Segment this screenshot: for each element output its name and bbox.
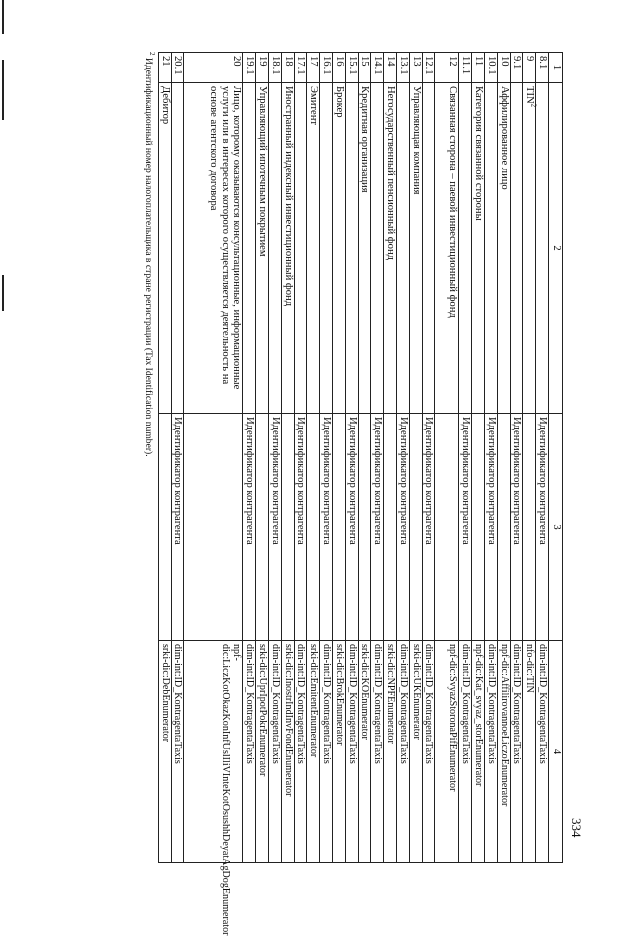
row-name-cell — [523, 83, 536, 414]
row-code-cell-text: srki-dic:InostrIndInvFondEnumerator — [282, 644, 294, 797]
table-row — [472, 53, 485, 863]
row-name-cell — [171, 83, 184, 414]
row-number-cell — [536, 53, 549, 83]
row-number-cell-text: 10.1 — [485, 56, 497, 75]
row-name-cell-text: Лицо, которому оказываются консультационные, информационные услуги или в интересах которого осуществляется деятельность на основе агентского договора — [207, 86, 243, 390]
row-identifier-cell — [485, 414, 498, 641]
row-identifier-cell-text: Идентификатор контрагента — [269, 417, 281, 545]
table-row — [397, 53, 410, 863]
row-code-cell-text: srki-dic:NPFEnumerator — [385, 644, 397, 744]
table-row — [422, 53, 435, 863]
row-number-cell — [459, 53, 472, 83]
row-code-cell — [384, 641, 397, 863]
row-number-cell-text: 18.1 — [269, 56, 281, 75]
table-row — [269, 53, 282, 863]
row-name-cell — [158, 83, 171, 414]
row-name-cell — [510, 83, 523, 414]
row-number-cell — [358, 53, 371, 83]
row-code-cell — [269, 641, 282, 863]
row-code-cell — [435, 641, 459, 863]
row-name-cell — [485, 83, 498, 414]
row-number-cell — [333, 53, 346, 83]
row-name-cell-text: Связанная сторона – паевой инвестиционный фонд — [447, 86, 459, 318]
row-code-cell — [243, 641, 256, 863]
row-code-cell-text: srki-dic:DebEnumerator — [159, 644, 171, 743]
row-number-cell-text: 19 — [257, 56, 269, 67]
row-identifier-cell-text: Идентификатор контрагента — [372, 417, 384, 545]
row-code-cell — [158, 641, 171, 863]
row-code-cell — [510, 641, 523, 863]
row-code-cell — [472, 641, 485, 863]
row-identifier-cell-text: Идентификатор контрагента — [172, 417, 184, 545]
row-identifier-cell-text: Идентификатор контрагента — [511, 417, 523, 545]
row-identifier-cell — [243, 414, 256, 641]
table-row — [435, 53, 459, 863]
row-name-cell-text: Иностранный индексный инвестиционный фонд — [282, 86, 294, 307]
row-number-cell-text: 16.1 — [321, 56, 333, 75]
row-code-cell — [307, 641, 320, 863]
row-number-cell — [307, 53, 320, 83]
row-identifier-cell-text: Идентификатор контрагента — [397, 417, 409, 545]
row-identifier-cell — [171, 414, 184, 641]
row-identifier-cell — [358, 414, 371, 641]
row-code-cell-text: srki-dic:BrokEnumerator — [333, 644, 345, 746]
row-number-cell-text: 13 — [410, 56, 422, 67]
table-row — [281, 53, 294, 863]
row-number-cell — [397, 53, 410, 83]
row-code-cell-text: srki-dic:EmitentEnumerator — [308, 644, 320, 758]
row-number-cell — [243, 53, 256, 83]
row-code-cell — [171, 641, 184, 863]
table-row — [497, 53, 510, 863]
row-number-cell-text: 16 — [333, 56, 345, 67]
table-row — [345, 53, 358, 863]
row-code-cell — [485, 641, 498, 863]
row-identifier-cell — [536, 414, 549, 641]
row-code-cell-text: dim-int:ID_KontragentaTaxis — [423, 644, 435, 764]
row-name-cell — [497, 83, 510, 414]
row-number-cell — [510, 53, 523, 83]
row-identifier-cell — [435, 414, 459, 641]
footnote — [143, 52, 157, 457]
row-code-cell — [497, 641, 510, 863]
row-name-cell-text: Кредитная организация — [359, 86, 371, 193]
row-identifier-cell — [384, 414, 397, 641]
row-code-cell — [422, 641, 435, 863]
row-code-cell-text: dim-int:ID_KontragentaTaxis — [485, 644, 497, 764]
row-identifier-cell — [422, 414, 435, 641]
row-name-cell — [281, 83, 294, 414]
row-code-cell — [459, 641, 472, 863]
row-identifier-cell — [397, 414, 410, 641]
row-name-cell — [345, 83, 358, 414]
table-row — [294, 53, 307, 863]
col-header-2: 2 — [549, 83, 563, 414]
row-number-cell-text: 15.1 — [346, 56, 358, 75]
row-number-cell-text: 10 — [498, 56, 510, 67]
row-name-cell-text: Эмитент — [308, 86, 320, 125]
row-code-cell — [256, 641, 269, 863]
table-row — [371, 53, 384, 863]
row-number-cell-text: 8.1 — [537, 56, 548, 70]
row-name-cell — [269, 83, 282, 414]
row-name-cell — [320, 83, 333, 414]
table-row — [307, 53, 320, 863]
table-row — [536, 53, 549, 863]
table-row — [320, 53, 333, 863]
row-identifier-cell — [472, 414, 485, 641]
row-code-cell-text: dim-int:ID_KontragentaTaxis — [172, 644, 184, 764]
row-number-cell — [256, 53, 269, 83]
row-identifier-cell — [269, 414, 282, 641]
row-number-cell-text: 18 — [282, 56, 294, 67]
row-name-cell-text: Категория связанной стороны — [473, 86, 485, 221]
row-name-cell — [422, 83, 435, 414]
row-identifier-cell — [294, 414, 307, 641]
table-row — [243, 53, 256, 863]
row-number-cell-text: 15 — [359, 56, 371, 67]
row-code-cell-text: dim-int:ID_KontragentaTaxis — [295, 644, 307, 764]
table-row — [158, 53, 171, 863]
row-identifier-cell-text: Идентификатор контрагента — [321, 417, 333, 545]
table-row — [485, 53, 498, 863]
row-name-cell-text: Управляющая компания — [410, 86, 422, 195]
data-table — [158, 52, 563, 936]
row-number-cell — [384, 53, 397, 83]
row-code-cell-text: dim-int:ID_KontragentaTaxis — [372, 644, 384, 764]
row-number-cell — [281, 53, 294, 83]
row-number-cell-text: 12.1 — [423, 56, 435, 75]
tin-footnote-mark: 2 — [529, 103, 538, 108]
row-number-cell-text: 14 — [385, 56, 397, 67]
row-name-cell — [294, 83, 307, 414]
row-identifier-cell — [256, 414, 269, 641]
row-number-cell — [171, 53, 184, 83]
row-identifier-cell — [158, 414, 171, 641]
row-code-cell — [371, 641, 384, 863]
row-code-cell-text: dim-int:ID_KontragentaTaxis — [321, 644, 333, 764]
row-code-cell-text: npf-dic:AffilirovannoeLiczoEnumerator — [498, 644, 510, 807]
row-code-cell — [358, 641, 371, 863]
row-name-cell — [333, 83, 346, 414]
footnote-mark: 2 — [148, 52, 157, 56]
row-identifier-cell — [184, 414, 243, 641]
row-identifier-cell — [523, 414, 536, 641]
row-code-cell — [536, 641, 549, 863]
row-number-cell — [472, 53, 485, 83]
row-name-cell — [536, 83, 549, 414]
row-identifier-cell — [371, 414, 384, 641]
row-number-cell — [435, 53, 459, 83]
row-identifier-cell — [333, 414, 346, 641]
row-name-cell — [184, 83, 243, 414]
table-row — [409, 53, 422, 863]
row-identifier-cell — [510, 414, 523, 641]
footnote-text: Идентификационный номер налогоплательщика в стране регистрации (Tax Identification number). — [143, 57, 154, 457]
col-header-1: 1 — [549, 53, 563, 83]
row-identifier-cell-text: Идентификатор контрагента — [295, 417, 307, 545]
col-header-3: 3 — [549, 414, 563, 641]
row-code-cell-text: srki-dic:UprIpotPokrEnumerator — [257, 644, 269, 777]
row-number-cell — [371, 53, 384, 83]
row-number-cell — [523, 53, 536, 83]
row-number-cell — [409, 53, 422, 83]
row-name-cell-text: Аффилированное лицо — [498, 86, 510, 190]
row-code-cell — [345, 641, 358, 863]
row-number-cell-text: 17.1 — [295, 56, 307, 75]
table-row — [523, 53, 536, 863]
page-number: 334 — [569, 818, 584, 838]
row-number-cell-text: 19.1 — [244, 56, 256, 75]
row-identifier-cell-text: Идентификатор контрагента — [244, 417, 256, 545]
row-code-cell — [333, 641, 346, 863]
row-number-cell — [184, 53, 243, 83]
table-header-row — [549, 53, 563, 863]
footnote-divider — [158, 52, 159, 172]
row-identifier-cell — [459, 414, 472, 641]
row-number-cell-text: 13.1 — [397, 56, 409, 75]
row-code-cell-text: nfo-dic:TIN — [524, 644, 536, 693]
row-number-cell-text: 17 — [308, 56, 320, 67]
row-identifier-cell-text: Идентификатор контрагента — [423, 417, 435, 545]
table-row — [184, 53, 243, 863]
row-identifier-cell — [307, 414, 320, 641]
row-code-cell-text: srki-dic:UKEnumerator — [410, 644, 422, 740]
row-number-cell-text: 12 — [447, 56, 459, 67]
table-row — [459, 53, 472, 863]
row-identifier-cell — [320, 414, 333, 641]
row-number-cell-text: 21 — [159, 56, 171, 67]
row-identifier-cell — [409, 414, 422, 641]
table-row — [171, 53, 184, 863]
row-number-cell — [345, 53, 358, 83]
row-name-cell-text: Управляющий ипотечным покрытием — [257, 86, 269, 257]
row-code-cell-text: dim-int:ID_KontragentaTaxis — [244, 644, 256, 764]
row-number-cell — [294, 53, 307, 83]
row-number-cell-text: 11.1 — [460, 56, 472, 75]
row-code-cell-text: npf-dic:SvyazStoronaPifEnumerator — [447, 644, 459, 792]
row-number-cell — [497, 53, 510, 83]
row-code-cell — [397, 641, 410, 863]
table-row — [256, 53, 269, 863]
row-code-cell — [294, 641, 307, 863]
row-name-cell — [397, 83, 410, 414]
row-code-cell-text: dim-int:ID_KontragentaTaxis — [269, 644, 281, 764]
row-number-cell-text: 9.1 — [511, 56, 523, 70]
table-row — [510, 53, 523, 863]
row-number-cell — [269, 53, 282, 83]
row-name-cell — [256, 83, 269, 414]
row-code-cell — [320, 641, 333, 863]
row-number-cell-text: 9 — [524, 56, 536, 62]
row-code-cell-text: dim-int:ID_KontragentaTaxis — [346, 644, 358, 764]
row-code-cell-text: npf-dic:LiczKotOkazKonInfUslIliVInteKotOsushhDeyatAgDogEnumerator — [219, 644, 243, 936]
row-identifier-cell-text: Идентификатор контрагента — [346, 417, 358, 545]
row-name-cell — [435, 83, 459, 414]
table-row — [358, 53, 371, 863]
row-name-cell — [384, 83, 397, 414]
row-code-cell-text: dim-int:ID_KontragentaTaxis — [537, 644, 548, 764]
row-code-cell — [184, 641, 243, 936]
row-code-cell-text: dim-int:ID_KontragentaTaxis — [460, 644, 472, 764]
row-name-cell-text: TIN — [524, 86, 536, 104]
row-code-cell-text: dim-int:ID_KontragentaTaxis — [397, 644, 409, 764]
row-name-cell-text: Негосударственный пенсионный фонд — [385, 86, 397, 261]
row-code-cell-text: npf-dic:Kat_svyaz_storEnumerator — [473, 644, 485, 787]
row-code-cell — [523, 641, 536, 863]
row-name-cell — [459, 83, 472, 414]
row-identifier-cell — [497, 414, 510, 641]
row-name-cell — [358, 83, 371, 414]
row-number-cell — [485, 53, 498, 83]
row-code-cell — [409, 641, 422, 863]
table-row — [333, 53, 346, 863]
row-name-cell-text: Дебитор — [159, 86, 171, 125]
row-name-cell — [472, 83, 485, 414]
row-name-cell — [409, 83, 422, 414]
row-name-cell — [307, 83, 320, 414]
row-name-cell-text: Брокер — [333, 86, 345, 118]
row-number-cell-text: 14.1 — [372, 56, 384, 75]
row-code-cell-text: srki-dic:KOEnumerator — [359, 644, 371, 740]
row-name-cell — [371, 83, 384, 414]
table-row — [384, 53, 397, 863]
row-number-cell-text: 20 — [231, 56, 243, 67]
row-number-cell — [158, 53, 171, 83]
row-number-cell-text: 20.1 — [172, 56, 184, 75]
col-header-4: 4 — [549, 641, 563, 863]
row-name-cell — [243, 83, 256, 414]
row-identifier-cell — [281, 414, 294, 641]
row-identifier-cell — [345, 414, 358, 641]
row-code-cell — [281, 641, 294, 863]
row-identifier-cell-text: Идентификатор контрагента — [485, 417, 497, 545]
row-number-cell-text: 11 — [473, 56, 485, 67]
row-identifier-cell-text: Идентификатор контрагента — [460, 417, 472, 545]
row-identifier-cell-text: Идентификатор контрагента — [537, 417, 548, 545]
row-code-cell-text: dim-int:ID_KontragentaTaxis — [511, 644, 523, 764]
row-number-cell — [320, 53, 333, 83]
row-number-cell — [422, 53, 435, 83]
